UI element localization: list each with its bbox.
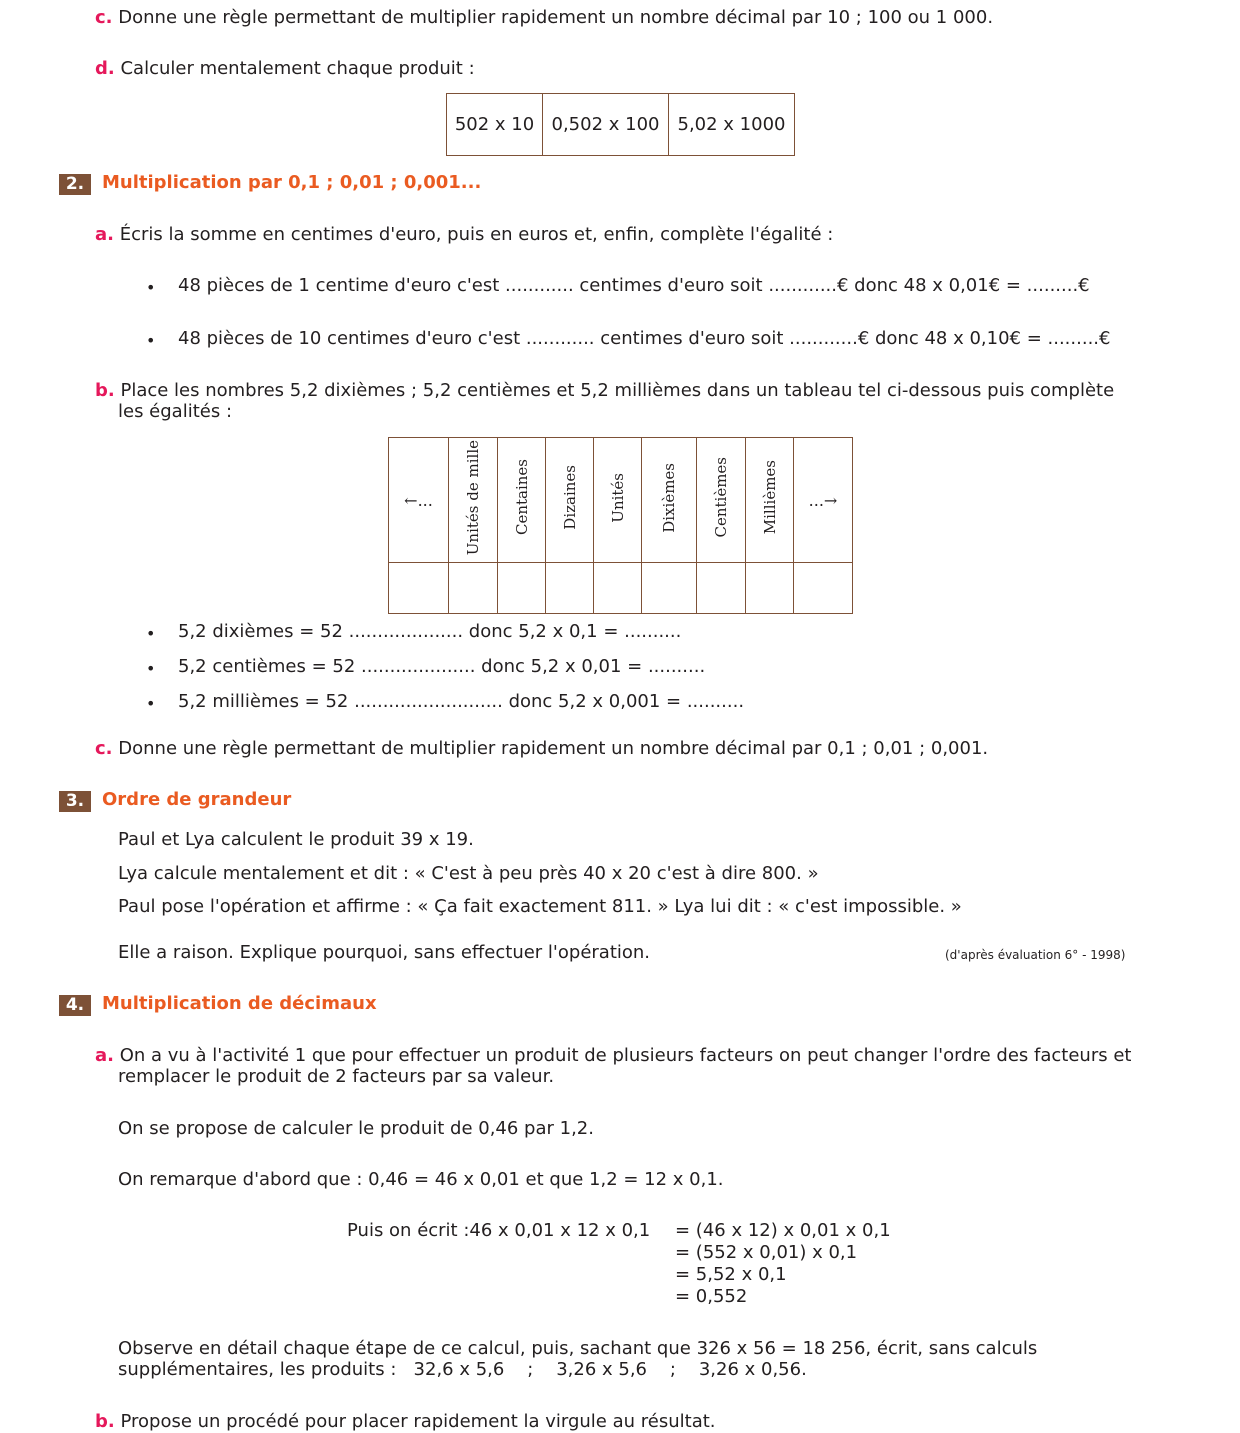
q4a xyxy=(95,1045,1180,1087)
col-header-dizaines: Dizaines xyxy=(560,465,579,530)
left-arrow-header: ←... xyxy=(404,490,433,510)
q2a-label: a. xyxy=(95,224,114,245)
col-header-centaines: Centaines xyxy=(512,459,531,536)
q2c-text: Donne une règle permettant de multiplier rapidement un nombre décimal par 0,1 ; 0,01 ; 0,001. xyxy=(118,738,989,759)
section-4-number: 4. xyxy=(59,995,91,1016)
section-2-number: 2. xyxy=(59,174,91,195)
q4a-line2: remplacer le produit de 2 facteurs par sa valeur. xyxy=(118,1066,555,1087)
calc-step-2: = (552 x 0,01) x 0,1 xyxy=(675,1242,858,1263)
q4b xyxy=(95,1411,716,1432)
calc-prefix: Puis on écrit :46 x 0,01 x 12 x 0,1 xyxy=(347,1220,651,1241)
sec3-line-1: Paul et Lya calculent le produit 39 x 19. xyxy=(118,829,474,850)
q1c-label: c. xyxy=(95,7,113,28)
table-empty-cell xyxy=(546,563,594,614)
q4a-p1: On se propose de calculer le produit de 0,46 par 1,2. xyxy=(118,1118,594,1139)
right-arrow-header: ...→ xyxy=(808,490,838,510)
product-cell: 502 x 10 xyxy=(447,94,543,156)
q2b xyxy=(95,380,1180,422)
q2a xyxy=(95,224,833,245)
section-3-title: Ordre de grandeur xyxy=(102,789,292,810)
q2b-line2: les égalités : xyxy=(118,401,233,422)
col-header-unites: Unités xyxy=(608,472,627,523)
q4b-label: b. xyxy=(95,1411,115,1432)
q4a-text: On a vu à l'activité 1 que pour effectuer un produit de plusieurs facteurs on peut changer l'ordre des facteurs et xyxy=(119,1045,1132,1066)
sec3-line-2: Lya calcule mentalement et dit : « C'est à peu près 40 x 20 c'est à dire 800. » xyxy=(118,863,819,884)
section-3-number: 3. xyxy=(59,791,91,812)
q2a-text: Écris la somme en centimes d'euro, puis en euros et, enfin, complète l'égalité : xyxy=(119,224,834,245)
table-empty-cell xyxy=(794,563,853,614)
col-header-milliemes: Millièmes xyxy=(760,460,779,535)
products-table xyxy=(446,93,795,156)
table-empty-cell xyxy=(498,563,546,614)
sec3-source: (d'après évaluation 6° - 1998) xyxy=(945,948,1126,962)
q2b-bullet-1: 5,2 dixièmes = 52 .................... donc 5,2 x 0,1 = .......... xyxy=(178,621,682,642)
q1d xyxy=(95,58,475,79)
bullet-dot: • xyxy=(146,331,156,350)
q2b-text: Place les nombres 5,2 dixièmes ; 5,2 centièmes et 5,2 millièmes dans un tableau tel ci-dessous puis complète xyxy=(120,380,1115,401)
q2b-line1 xyxy=(95,380,1180,401)
section-4-title: Multiplication de décimaux xyxy=(102,993,377,1014)
q4a-observe xyxy=(118,1338,1180,1380)
q1d-text: Calculer mentalement chaque produit : xyxy=(120,58,475,79)
q1c xyxy=(95,7,993,28)
q2b-label: b. xyxy=(95,380,115,401)
calc-step-1: = (46 x 12) x 0,01 x 0,1 xyxy=(675,1220,891,1241)
q4b-text: Propose un procédé pour placer rapidement la virgule au résultat. xyxy=(120,1411,716,1432)
q4a-observe-line2: supplémentaires, les produits : 32,6 x 5,6 ; 3,26 x 5,6 ; 3,26 x 0,56. xyxy=(118,1359,807,1380)
table-empty-cell xyxy=(449,563,498,614)
sec3-line-4: Elle a raison. Explique pourquoi, sans effectuer l'opération. xyxy=(118,942,651,963)
bullet-dot: • xyxy=(146,659,156,678)
table-empty-cell xyxy=(594,563,642,614)
col-header-dixiemes: Dixièmes xyxy=(660,462,678,533)
calc-step-4: = 0,552 xyxy=(675,1286,748,1307)
table-empty-cell xyxy=(642,563,697,614)
q2b-bullet-2: 5,2 centièmes = 52 .................... donc 5,2 x 0,01 = .......... xyxy=(178,656,706,677)
q1c-text: Donne une règle permettant de multiplier rapidement un nombre décimal par 10 ; 100 ou 1 000. xyxy=(118,7,994,28)
q4a-observe-line1: Observe en détail chaque étape de ce calcul, puis, sachant que 326 x 56 = 18 256, écrit, sans calculs xyxy=(118,1338,1038,1359)
q2c-label: c. xyxy=(95,738,113,759)
table-empty-cell xyxy=(746,563,794,614)
q4a-line1 xyxy=(95,1045,1180,1066)
bullet-dot: • xyxy=(146,624,156,643)
product-cell: 5,02 x 1000 xyxy=(669,94,795,156)
col-header-centiemes: Centièmes xyxy=(712,457,730,538)
col-header-unites-de-mille: Unités de mille xyxy=(464,439,482,556)
numeration-table xyxy=(388,437,853,614)
bullet-dot: • xyxy=(146,278,156,297)
bullet-dot: • xyxy=(146,694,156,713)
product-cell: 0,502 x 100 xyxy=(543,94,669,156)
sec3-line-3: Paul pose l'opération et affirme : « Ça fait exactement 811. » Lya lui dit : « c'est impossible. » xyxy=(118,896,962,917)
section-2-title: Multiplication par 0,1 ; 0,01 ; 0,001... xyxy=(102,172,482,193)
calc-step-3: = 5,52 x 0,1 xyxy=(675,1264,787,1285)
q2a-bullet-1: 48 pièces de 1 centime d'euro c'est ............ centimes d'euro soit ............€ donc 48 x 0,01€ = .........€ xyxy=(178,275,1090,296)
q4a-label: a. xyxy=(95,1045,114,1066)
q2c xyxy=(95,738,988,759)
q2b-bullet-3: 5,2 millièmes = 52 .......................... donc 5,2 x 0,001 = .......... xyxy=(178,691,745,712)
q2a-bullet-2: 48 pièces de 10 centimes d'euro c'est ............ centimes d'euro soit ............€ donc 48 x 0,10€ = .........€ xyxy=(178,328,1111,349)
table-empty-cell xyxy=(389,563,449,614)
q4a-p2: On remarque d'abord que : 0,46 = 46 x 0,01 et que 1,2 = 12 x 0,1. xyxy=(118,1169,724,1190)
table-empty-cell xyxy=(697,563,746,614)
q1d-label: d. xyxy=(95,58,115,79)
